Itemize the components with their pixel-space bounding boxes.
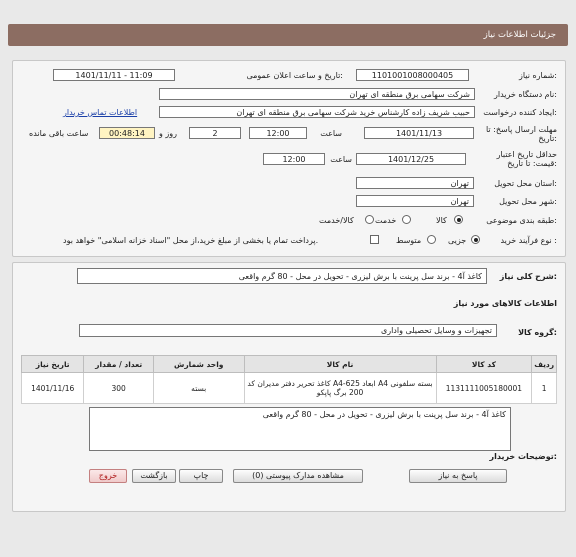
quantity-cell: 300 <box>84 373 153 404</box>
category-label: طبقه بندی موضوعی: <box>486 216 557 225</box>
province-field[interactable]: تهران <box>356 177 474 189</box>
attachments-button[interactable]: مشاهده مدارک پیوستی (0) <box>233 469 363 483</box>
col-need-date: تاریخ نیاز <box>22 356 84 373</box>
unit-cell: بسته <box>153 373 244 404</box>
buyer-contact-link[interactable]: اطلاعات تماس خریدار <box>63 108 138 117</box>
page-title: جزئیات اطلاعات نیاز <box>483 30 556 40</box>
goods-info-title: اطلاعات کالاهای مورد نیاز <box>453 299 557 308</box>
city-field[interactable]: تهران <box>356 195 474 207</box>
goods-table <box>21 355 557 404</box>
summary-field[interactable]: کاغذ آ4 - برند سل پرینت با برش لیزری - تحویل در محل - 80 گرم واقعی <box>77 268 487 284</box>
need-number-label: شماره نیاز: <box>518 71 557 80</box>
category-option-service: خدمت <box>375 216 397 225</box>
col-quantity: تعداد / مقدار <box>84 356 153 373</box>
validity-date-field[interactable]: 1401/12/25 <box>356 153 466 165</box>
category-radio-goods-service[interactable] <box>365 215 374 224</box>
remaining-time-field: 00:48:14 <box>99 127 155 139</box>
city-label: شهر محل تحویل: <box>499 197 557 206</box>
col-row: ردیف <box>532 356 557 373</box>
col-goods-name: نام کالا <box>244 356 436 373</box>
buyer-notes-field[interactable]: کاغذ آ4 - برند سل پرینت با برش لیزری - تحویل در محل - 80 گرم واقعی <box>89 407 511 451</box>
deadline-date-field[interactable]: 1401/11/13 <box>364 127 474 139</box>
days-field[interactable]: 2 <box>189 127 241 139</box>
creator-field[interactable]: حبیب شریف زاده کارشناس خرید شرکت سهامی برق منطقه ای تهران <box>159 106 475 118</box>
announce-field[interactable]: 1401/11/11 - 11:09 <box>53 69 175 81</box>
deadline-label: مهلت ارسال پاسخ: تا تاریخ: <box>485 125 557 143</box>
summary-label: شرح کلی نیاز: <box>499 272 557 281</box>
category-radio-service[interactable] <box>402 215 411 224</box>
validity-label: حداقل تاریخ اعتبار قیمت: تا تاریخ: <box>496 150 557 168</box>
row-number-cell: 1 <box>532 373 557 404</box>
days-label: روز و <box>159 129 177 138</box>
need-date-cell: 1401/11/16 <box>22 373 84 404</box>
buyer-org-field[interactable]: شرکت سهامی برق منطقه ای تهران <box>159 88 475 100</box>
back-button[interactable]: بازگشت <box>132 469 176 483</box>
category-option-goods: کالا <box>436 216 447 225</box>
print-button[interactable]: چاپ <box>179 469 223 483</box>
goods-code-cell: 1131111005180001 <box>436 373 532 404</box>
need-number-field[interactable]: 1101001008000405 <box>356 69 469 81</box>
reply-button[interactable]: پاسخ به نیاز <box>409 469 507 483</box>
category-radio-goods[interactable] <box>454 215 463 224</box>
process-label: نوع فرآیند خرید : <box>500 236 557 245</box>
treasury-payment-checkbox[interactable] <box>370 235 379 244</box>
deadline-time-field[interactable]: 12:00 <box>249 127 307 139</box>
process-radio-minor[interactable] <box>471 235 480 244</box>
process-radio-medium[interactable] <box>427 235 436 244</box>
validity-time-label: ساعت <box>330 155 352 164</box>
goods-panel <box>12 262 566 512</box>
buyer-notes-label: توضیحات خریدار: <box>489 452 557 461</box>
col-unit: واحد شمارش <box>153 356 244 373</box>
process-option-medium: متوسط <box>396 236 422 245</box>
goods-group-field[interactable]: تجهیزات و وسایل تحصیلی واداری <box>79 324 497 337</box>
province-label: استان محل تحویل: <box>494 179 557 188</box>
payment-note: پرداخت تمام یا بخشی از مبلغ خرید،از محل "اسناد خزانه اسلامی" خواهد بود. <box>63 236 319 245</box>
need-info-panel <box>12 60 566 257</box>
title-bar <box>8 24 568 46</box>
validity-time-field[interactable]: 12:00 <box>263 153 325 165</box>
process-option-minor: جزیی <box>448 236 467 245</box>
category-option-goods-service: کالا/خدمت <box>319 216 354 225</box>
exit-button[interactable]: خروج <box>89 469 127 483</box>
col-goods-code: کد کالا <box>436 356 532 373</box>
creator-label: ایجاد کننده درخواست: <box>483 108 557 117</box>
goods-name-cell: کاغذ تحریر دفتر مدیران کد A4-625 ابعاد A4 بسته سلفونی 200 برگ پاپکو <box>244 373 436 404</box>
goods-group-label: گروه کالا: <box>518 328 557 337</box>
announce-label: تاریخ و ساعت اعلان عمومی: <box>246 71 343 80</box>
table-row[interactable] <box>22 373 557 404</box>
buyer-org-label: نام دستگاه خریدار: <box>493 90 557 99</box>
remaining-time-label: ساعت باقی مانده <box>29 129 89 138</box>
deadline-time-label: ساعت <box>320 129 342 138</box>
